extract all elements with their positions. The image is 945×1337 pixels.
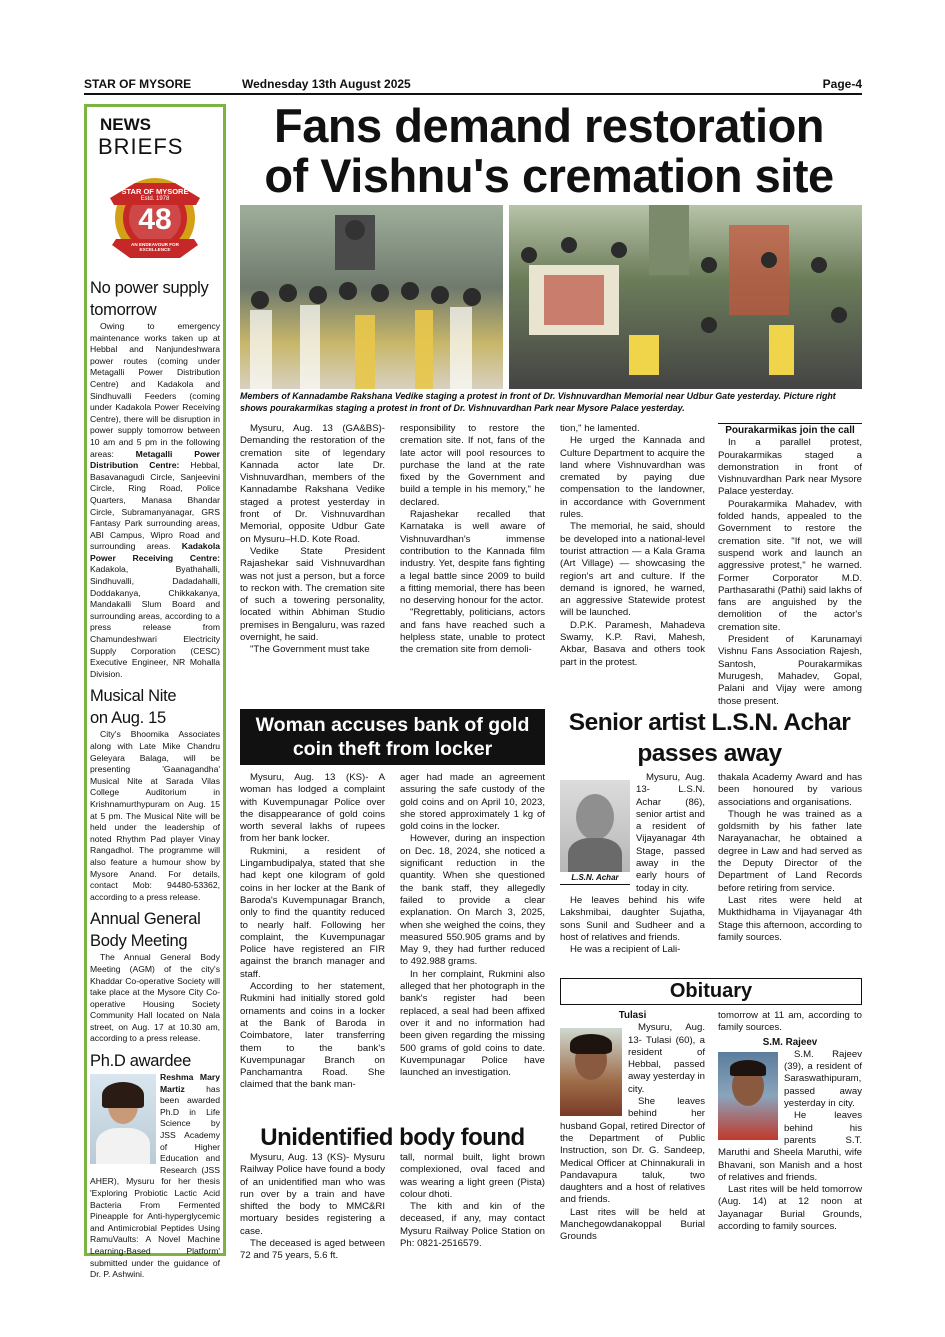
lead-headline	[236, 101, 862, 201]
logo-estd: Estd. 1978	[140, 196, 170, 202]
brief-title-2: on Aug. 15	[90, 709, 166, 728]
brief-title-2: Body Meeting	[90, 932, 188, 951]
bank-headline-line-1: Woman accuses bank of gold	[255, 714, 530, 736]
brief-power-supply	[87, 277, 223, 680]
masthead	[84, 77, 862, 95]
lead-headline-line-2: of Vishnu's cremation site	[264, 149, 834, 202]
brief-text: City's Bhoomika Associates along with Late Mike Chandru Geleyara Balaga, will be presenting 'Gaanagandha' Musical Nite at Sarada Vilas College Auditorium in Krishnamurthypuram on Aug. 15 at 5 pm. The Musical Nite will be held under the leadership of noted Rhythm Pad player Vinay Rangadhol. The programme will also feature a humour show by Mysore Anand. For details, contact Mob: 94480-53362, according to a press release.	[90, 729, 220, 902]
lead-headline-line-1: Fans demand restoration	[274, 99, 824, 152]
lead-column-2: responsibility to restore the cremation site. If not, fans of the late actor will pool resources to purchase the land at the rate fixed by the Government and build a temple in his memory," he declared. Rajashekar recalled that Karnataka is well aware of Vishnuvardhan's immense contribution to the Kannada film industry. Yet, despite fans fighting a legal battle since 2009 to build a fitting memorial, there has been no deserving honour for the actor. "Regrettably, politicians, actors and fans have reached such a helpless state, unable to protect the cremation site from demoli-	[400, 423, 545, 656]
lead-column-4: Pourakarmikas join the call In a parallel protest, Pourakarmikas staged a demonstration in front of Vishnuvardhan Park near Mysore Palace yesterday. Pourakarmika Mahadev, with folded hands, appealed to the Government to restore the cremation site. "If not, we will suspend work and launch an aggressive protest," he warned. Former Corporator M.D. Parthasarathi (Pathi) said lakhs of fans are anguished by the demolition of the actor's cremation site. President of Karunamayi Vishnu Fans Association Rajesh, Santosh, Pourakarmikas Murugesh, Mahadev, Gopal, Palani and Vijay were among those present.	[718, 425, 862, 707]
paper-name: STAR OF MYSORE	[84, 77, 192, 91]
brief-title: Musical Nite	[90, 687, 177, 706]
achar-photo-block	[560, 780, 630, 885]
bank-column-1: Mysuru, Aug. 13 (KS)- A woman has lodged a complaint with Kuvempunagar Police over the disappearance of gold coins worth several lakhs of rupees from her bank locker. Rukmini, a resident of Lingambudipalya, stated that she had kept one kilogram of gold coins in her locker at the Bank of Baroda's Kuvempunagar Branch, only to find the quantity reduced to nearly half. Following her complaint, the Kuvempunagar Police have registered an FIR against the branch manager and staff. According to her statement, Rukmini had initially stored gold ornaments and coins in a locker at the Bank of Baroda in Coimbatore, later transferring them to the bank's Kuvempunagar Branch on Panchamantra Road. She claimed that the bank man-	[240, 772, 385, 1091]
bank-headline-line-2: coin theft from locker	[292, 738, 493, 760]
brief-title: Ph.D awardee	[90, 1052, 191, 1071]
body-found-headline: Unidentified body found	[260, 1124, 525, 1151]
tulasi-name: Tulasi	[618, 1010, 647, 1021]
brief-agm	[87, 908, 223, 1045]
achar-photo-label: L.S.N. Achar	[560, 872, 630, 885]
phd-awardee-photo	[90, 1074, 156, 1164]
bank-column-2: ager had made an agreement assuring the safe custody of the gold coins and on April 10, 2023, she stored approximately 1 kg of gold coins in the locker. However, during an inspection on Dec. 18, 2024, she noticed a significant reduction in the quantity. When she questioned the bank staff, they allegedly failed to provide a clear explanation. On March 3, 2025, when she weighed the coins, they measured 550.905 grams and by May 9, they had further reduced to 492.988 grams. In her complaint, Rukmini also alleged that her photograph in the bank's register had been replaced, a seal had been affixed over it and no information had been given regarding the missing 500 grams of gold coins to date. Kuvempunagar Police have launched an investigation.	[400, 772, 545, 1079]
achar-headline-line-1: Senior artist L.S.N. Achar	[568, 709, 851, 736]
brief-title: Annual General	[90, 910, 201, 929]
news-label: NEWS	[100, 115, 151, 134]
rajeev-name: S.M. Rajeev	[762, 1036, 818, 1048]
achar-headline	[557, 707, 862, 769]
obituary-heading: Obituary	[560, 978, 862, 1005]
anniversary-logo	[100, 163, 210, 273]
lead-column-1: Mysuru, Aug. 13 (GA&BS)- Demanding the restoration of the cremation site of legendary Kannada actor late Dr. Vishnuvardhan, members of the Kannadambe Rakshana Vedike staged a protest yesterday in front of Dr. Vishnuvardhan Memorial, opposite Udbur Gate on Mysuru–H.D. Kote Road. Vedike State President Rajashekar said Vishnuvardhan was not just a person, but a force to reckon with. The cremation site of such a towering personality, located within Abhiman Studio premises in Bengaluru, was razed overnight, he said. "The Government must take	[240, 423, 385, 656]
body-found-column-1: Mysuru, Aug. 13 (KS)- Mysuru Railway Police have found a body of an unidentified man who was run over by a train and have shifted the body to MMC&RI mortuary besides registering a case. The deceased is aged between 72 and 75 years, 5.6 ft.	[240, 1152, 385, 1262]
logo-top-text: STAR OF MYSORE	[121, 187, 189, 196]
bank-headline	[240, 709, 545, 765]
body-found-column-2: tall, normal built, light brown complexioned, oval faced and was wearing a light green (Pista) colour dhoti. The kith and kin of the deceased, if any, may contact Mysuru Railway Police Station on Ph: 0821-2516579.	[400, 1152, 545, 1250]
brief-text: Owing to emergency maintenance works taken up at Hebbal and Nanjundeshwara power routes (coming under Metagalli Power Distribution Centre) and Kadakola and Sindhuvalli Feeders (coming under Kadakola Power Receiving Centre), there will be disruption in power supply tomorrow between 10 am and 5 pm in the following areas: Metagalli Power Distribution Centre: Hebbal, Basavanagudi Circle, Sanjeevini Circle, Ring Road, Police Quarters, Manasa Bhandar Circle, Subramanyanagar, GRS Fantasy Park surrounding areas, ABI Campus, Wipro Road and surrounding areas. Kadakola Power Receiving Centre: Kadakola, Byathahalli, Sindhuvalli, Dadadahalli, Doddakanya, Chikkakanya, Mandakalli Slum Board and surrounding areas, according to a press release from Chamundeshwari Electricity Supply Corporation (CESC) Executive Engineer, NR Mohalla Division.	[90, 321, 221, 679]
protest-photo-park	[509, 205, 862, 389]
achar-photo	[560, 780, 630, 872]
obituary-rajeev: tomorrow at 11 am, according to family sources. S.M. Rajeev S.M. Rajeev (39), a resident of Saraswathipuram, passed away yesterday in city. He leaves behind his parents S.T. Maruthi and Sheela Maruthi, wife Bhavani, son Manish and a host of relatives and friends. Last rites will be held tomorrow (Aug. 14) at 12 noon at Jayanagar Burial Grounds, according to family sources.	[718, 1010, 862, 1233]
logo-bottom-text: AN ENDEAVOUR FOR EXCELLENCE	[131, 242, 179, 252]
rajeev-photo	[718, 1052, 778, 1140]
brief-phd	[87, 1050, 223, 1281]
briefs-label: BRIEFS	[98, 134, 184, 159]
brief-title-2: tomorrow	[90, 301, 157, 319]
achar-headline-line-2: passes away	[637, 740, 782, 767]
brief-title: No power supply	[90, 279, 209, 297]
issue-date: Wednesday 13th August 2025	[242, 77, 411, 91]
tulasi-photo	[560, 1028, 622, 1116]
protest-photo-memorial	[240, 205, 503, 389]
brief-text: Reshma Mary Martiz has been awarded Ph.D in Life Science by JSS Academy of Higher Education and Research (JSS AHER), Mysuru for her thesis 'Exploring Probiotic Lactic Acid Bacteria From Fermented Pineapple for Anti-hyperglycemic and Antimicrobial Peptides Using RamuVaults: A Novel Machine Learning-Based Platform' submitted under the guidance of Dr. P. Ashwini.	[90, 1072, 220, 1280]
news-briefs-sidebar	[84, 104, 226, 1280]
obituary-tulasi: Tulasi Mysuru, Aug. 13- Tulasi (60), a resident of Hebbal, passed away yesterday in city. She leaves behind her husband Gopal, retired Director of the Department of Public Instruction, son Dr. G. Sandeep, Medical Officer at Chinnakurali in Pandavapura taluk, two daughters and a host of relatives and friends. Last rites will be held at Manchegowdanakoppal Burial Grounds	[560, 1010, 705, 1243]
achar-column-1: L.S.N. Achar Mysuru, Aug. 13- L.S.N. Achar (86), senior artist and a resident of Vijayanagar 4th Stage, passed away in the early hours of today in city. He leaves behind his wife Lakshmibai, daughter Sujatha, sons Sunil and Sudheer and a host of relatives and friends. He was a recipient of Lali-	[560, 772, 705, 956]
logo-number: 48	[138, 203, 172, 236]
pourakarmikas-subhead: Pourakarmikas join the call	[718, 423, 862, 437]
brief-musical-nite	[87, 685, 223, 903]
achar-column-2: thakala Academy Award and has been honoured by various associations and organisations. Though he was trained as a goldsmith by his father late Narayanachar, he obtained a degree in Law and had served as the Deputy Director of the Department of Land Records before retiring from service. Last rites were held at Mukthidhama in Vijayanagar 4th Stage this afternoon, according to family sources.	[718, 772, 862, 943]
lead-column-3: tion," he lamented. He urged the Kannada and Culture Department to acquire the land where Vishnuvardhan was cremated by paying due compensation to the landowner, in accordance with Government rules. The memorial, he said, should be developed into a national-level tourist attraction — a Kala Grama (Art Village) — showcasing the region's art and culture. If the demand is ignored, he warned, an aggressive Statewide protest will be launched. D.P.K. Paramesh, Mahadeva Swamy, K.P. Ravi, Mahesh, Akbar, Basava and others took part in the protest.	[560, 423, 705, 668]
brief-text: The Annual General Body Meeting (AGM) of the city's Khaddar Co-operative Society will take place at the Mysore City Co-operative Housing Society Community Hall located on Nala street, on Aug. 17 at 10.30 am, according to a press release.	[90, 952, 220, 1044]
page-number: Page-4	[822, 77, 862, 91]
lead-photo-caption: Members of Kannadambe Rakshana Vedike staging a protest in front of Dr. Vishnuvardhan Memorial near Udbur Gate yesterday. Picture right shows pourakarmikas staging a protest in front of Dr. Vishnuvardhan Park near Mysore Palace yesterday.	[240, 391, 836, 413]
